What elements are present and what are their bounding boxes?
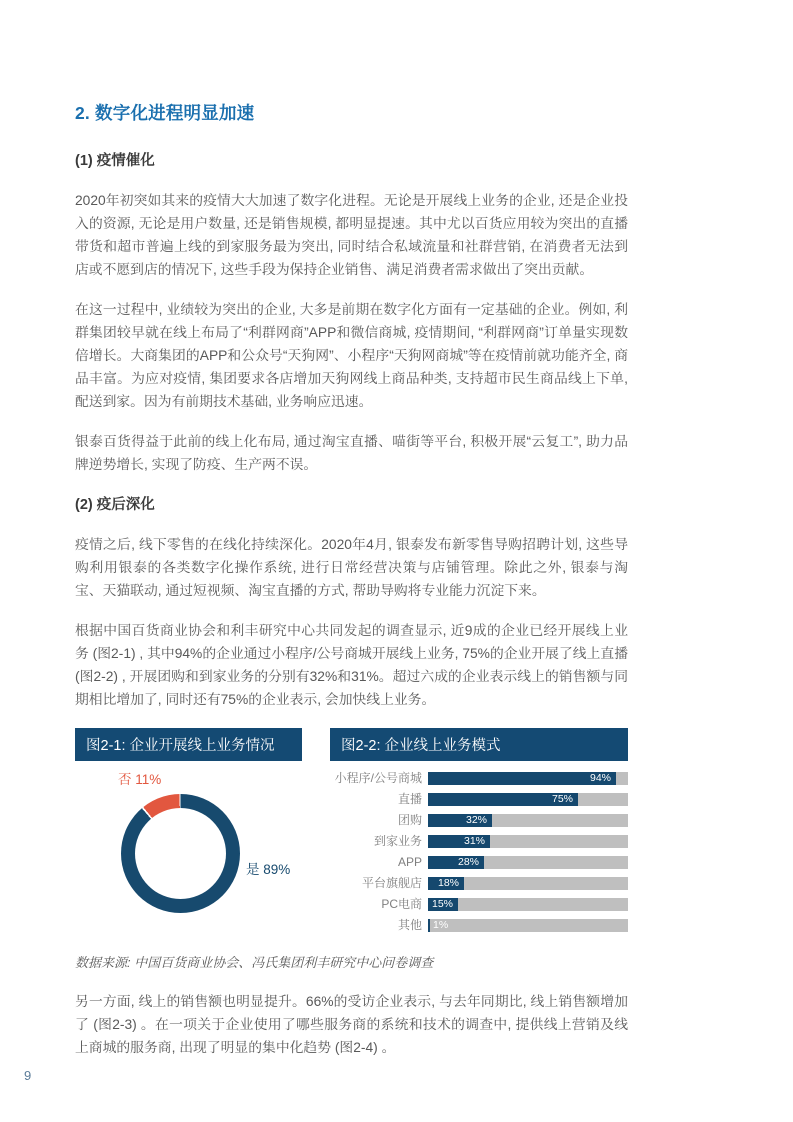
paragraph: 银泰百货得益于此前的线上化布局, 通过淘宝直播、喵街等平台, 积极开展“云复工”, 助力品牌逆势增长, 实现了防疫、生产两不误。 <box>75 434 628 472</box>
bar-value-label: 28% <box>457 856 479 868</box>
paragraph: 根据中国百货商业协会和利丰研究中心共同发起的调查显示, 近9成的企业已经开展线上业务 (图2-1) , 其中94%的企业通过小程序/公号商城开展线上业务, 75%的企业开展了线上直播 (图2-2) , 开展团购和到家业务的分别有32%和31%。超过六成的企业表示线上的销售额与同期相比增加了, 同时还有75%的企业表示, 会加快线上业务。 <box>75 623 628 707</box>
bar-row <box>330 793 628 806</box>
subheading-pandemic-catalyst: (1) 疫情催化 <box>75 153 155 169</box>
bar-row <box>330 772 628 785</box>
donut-chart <box>75 761 302 939</box>
figures-row <box>75 728 628 940</box>
bar-fill <box>428 772 616 785</box>
bar-value-label: 32% <box>465 814 487 826</box>
paragraph: 2020年初突如其来的疫情大大加速了数字化进程。无论是开展线上业务的企业, 还是企业投入的资源, 无论是用户数量, 还是销售规模, 都明显提速。其中尤以百货应用较为突出的直播带货和超市普遍上线的到家服务最为突出, 同时结合私域流量和社群营销, 在消费者无法到店或不愿到店的情况下, 这些手段为保持企业销售、满足消费者需求做出了突出贡献。 <box>75 193 628 277</box>
bar-row <box>330 919 628 932</box>
bar-category-label: 小程序/公号商城 <box>334 771 422 785</box>
paragraph: 在这一过程中, 业绩较为突出的企业, 大多是前期在数字化方面有一定基础的企业。例如, 利群集团较早就在线上布局了“利群网商”APP和微信商城, 疫情期间, “利群网商”订单量实现数倍增长。大商集团的APP和公众号“天狗网”、小程序“天狗网商城”等在疫情前就功能齐全, 商品丰富。为应对疫情, 集团要求各店增加天狗网线上商品种类, 支持超市民生商品线上下单, 配送到家。因为有前期技术基础, 业务响应迅速。 <box>75 302 628 409</box>
bar-track <box>428 772 628 785</box>
bar-row <box>330 856 628 869</box>
bar-value-label: 18% <box>437 877 459 889</box>
bar-category-label: 平台旗舰店 <box>361 876 422 890</box>
paragraph: 另一方面, 线上的销售额也明显提升。66%的受访企业表示, 与去年同期比, 线上销售额增加了 (图2-3) 。在一项关于企业使用了哪些服务商的系统和技术的调查中, 提供线上营销及线上商城的服务商, 出现了明显的集中化趋势 (图2-4) 。 <box>75 994 628 1055</box>
bar-track <box>428 877 628 890</box>
bar-value-label: 94% <box>589 772 611 784</box>
bar-track <box>428 835 628 848</box>
bar-chart <box>330 761 628 932</box>
bar-value-label: 31% <box>463 835 485 847</box>
bar-track <box>428 919 628 932</box>
subheading-post-pandemic: (2) 疫后深化 <box>75 497 155 513</box>
bar-category-label: 团购 <box>397 813 422 827</box>
page-content <box>75 100 628 1076</box>
donut-ring <box>121 794 240 913</box>
section-heading: 2. 数字化进程明显加速 <box>75 103 255 123</box>
bar-row <box>330 877 628 890</box>
figure-2-1 <box>75 728 302 940</box>
donut-label-yes: 是 89% <box>246 862 291 877</box>
bar-track <box>428 814 628 827</box>
bar-category-label: APP <box>397 855 422 869</box>
bar-category-label: 直播 <box>397 792 422 806</box>
bar-value-label: 15% <box>431 898 453 910</box>
bar-row <box>330 814 628 827</box>
bar-track <box>428 856 628 869</box>
bar-row <box>330 898 628 911</box>
bar-category-label: PC电商 <box>381 897 422 911</box>
bar-category-label: 其他 <box>397 918 422 932</box>
figure-2-2-title: 图2-2: 企业线上业务模式 <box>330 728 628 761</box>
bar-row <box>330 835 628 848</box>
data-source-note: 数据来源: 中国百货商业协会、冯氏集团利丰研究中心问卷调查 <box>75 955 434 970</box>
donut-label-no: 否 11% <box>118 772 162 787</box>
bar-category-label: 到家业务 <box>373 834 422 848</box>
figure-2-2 <box>330 728 628 940</box>
bar-track <box>428 793 628 806</box>
bar-value-label: 1% <box>433 919 449 931</box>
paragraph: 疫情之后, 线下零售的在线化持续深化。2020年4月, 银泰发布新零售导购招聘计划, 这些导购利用银泰的各类数字化操作系统, 进行日常经营决策与店铺管理。除此之外, 银泰与淘宝、天猫联动, 通过短视频、淘宝直播的方式, 帮助导购将专业能力沉淀下来。 <box>75 537 628 598</box>
bar-fill <box>428 919 430 932</box>
bar-track <box>428 898 628 911</box>
figure-2-1-title: 图2-1: 企业开展线上业务情况 <box>75 728 302 761</box>
bar-value-label: 75% <box>551 793 573 805</box>
page-number: 9 <box>24 1068 32 1083</box>
